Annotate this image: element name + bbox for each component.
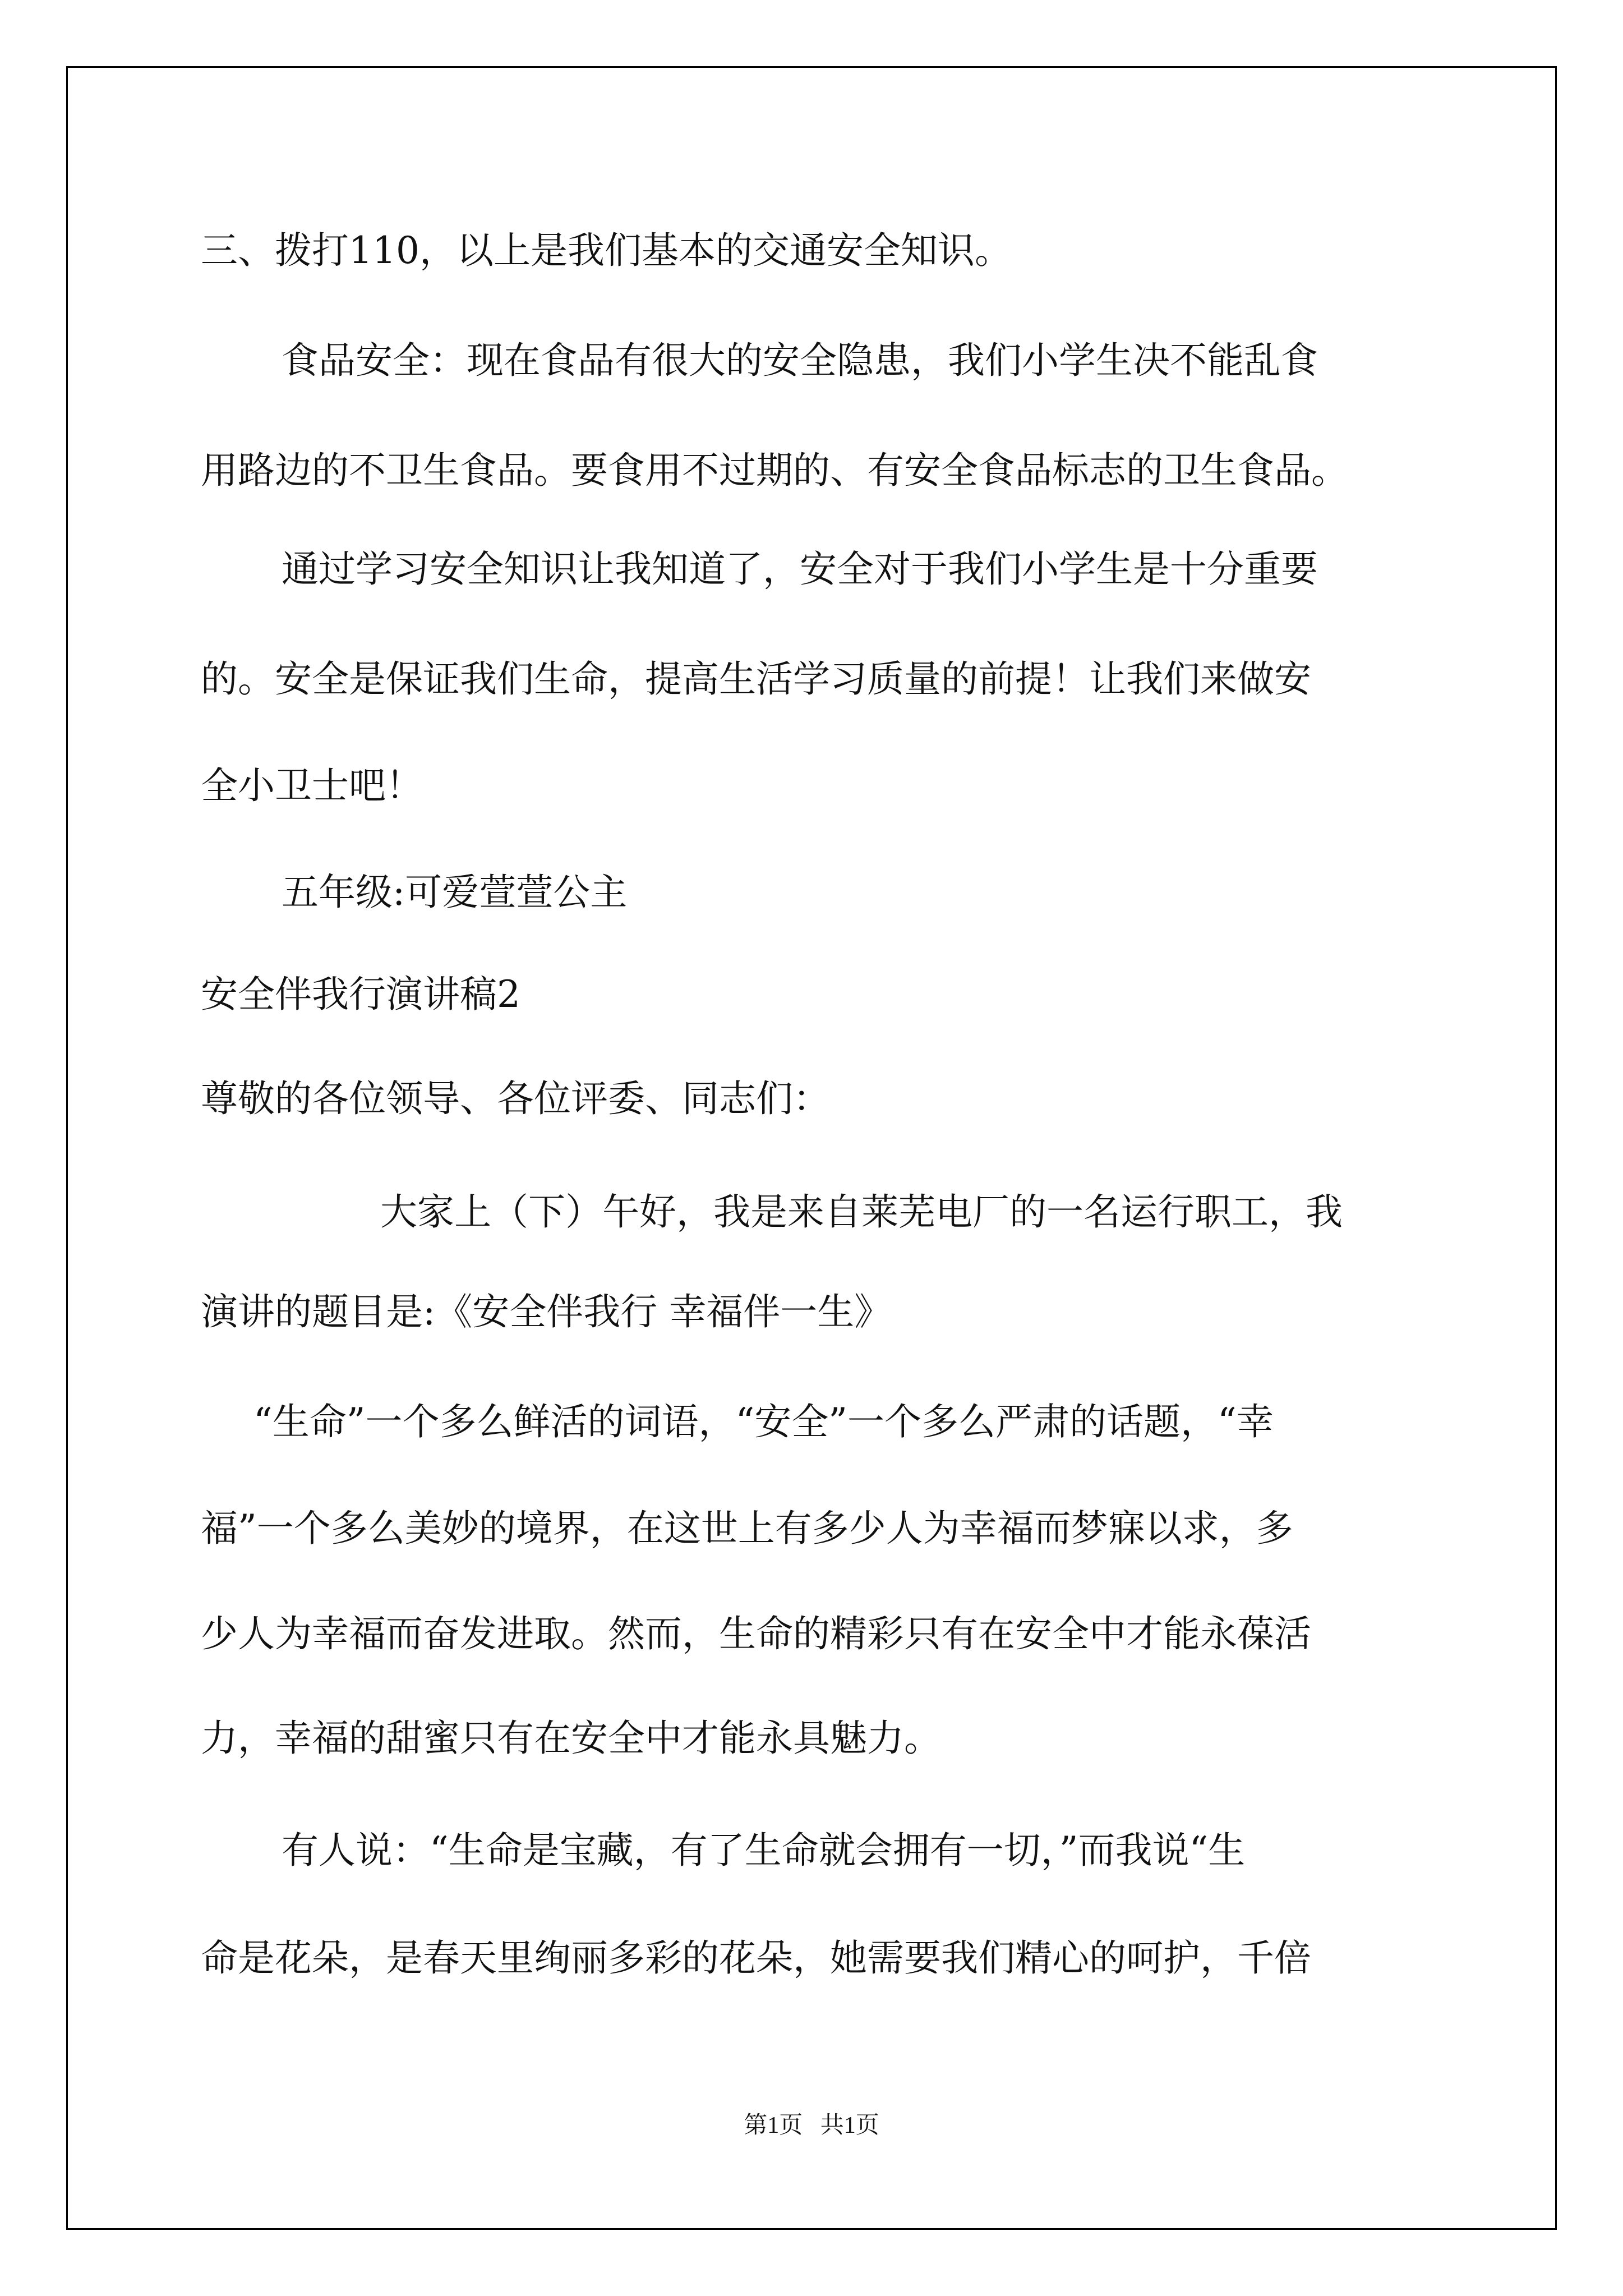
- body-line: 演讲的题目是:《安全伴我行 幸福伴一生》: [201, 1290, 892, 1333]
- section-heading: 安全伴我行演讲稿2: [201, 973, 520, 1016]
- body-line: 用路边的不卫生食品。要食用不过期的、有安全食品标志的卫生食品。: [201, 449, 1348, 492]
- body-line: 通过学习安全知识让我知道了，安全对于我们小学生是十分重要: [282, 547, 1318, 591]
- body-line: 全小卫士吧！: [201, 764, 423, 807]
- body-line: 福”一个多么美妙的境界，在这世上有多少人为幸福而梦寐以求，多: [201, 1507, 1293, 1550]
- body-line: 有人说：“生命是宝藏，有了生命就会拥有一切，”而我说“生: [282, 1829, 1246, 1872]
- body-line: 三、拨打110，以上是我们基本的交通安全知识。: [201, 229, 1012, 272]
- body-line: 力，幸福的甜蜜只有在安全中才能永具魅力。: [201, 1717, 941, 1760]
- body-line: 食品安全：现在食品有很大的安全隐患，我们小学生决不能乱食: [282, 339, 1318, 382]
- body-line: 的。安全是保证我们生命，提高生活学习质量的前提！让我们来做安: [201, 657, 1311, 701]
- page-footer: 第1页 共1页: [744, 2113, 879, 2138]
- body-line: 命是花朵，是春天里绚丽多彩的花朵，她需要我们精心的呵护，千倍: [201, 1936, 1311, 1980]
- body-line: 大家上（下）午好，我是来自莱芜电厂的一名运行职工，我: [380, 1190, 1343, 1234]
- salutation: 尊敬的各位领导、各位评委、同志们：: [201, 1077, 830, 1120]
- page-border: [66, 66, 1557, 2230]
- body-line: 少人为幸福而奋发进取。然而，生命的精彩只有在安全中才能永葆活: [201, 1612, 1311, 1655]
- body-line: “生命”一个多么鲜活的词语，“安全”一个多么严肃的话题，“幸: [253, 1400, 1274, 1443]
- body-line: 五年级:可爱萱萱公主: [282, 871, 628, 914]
